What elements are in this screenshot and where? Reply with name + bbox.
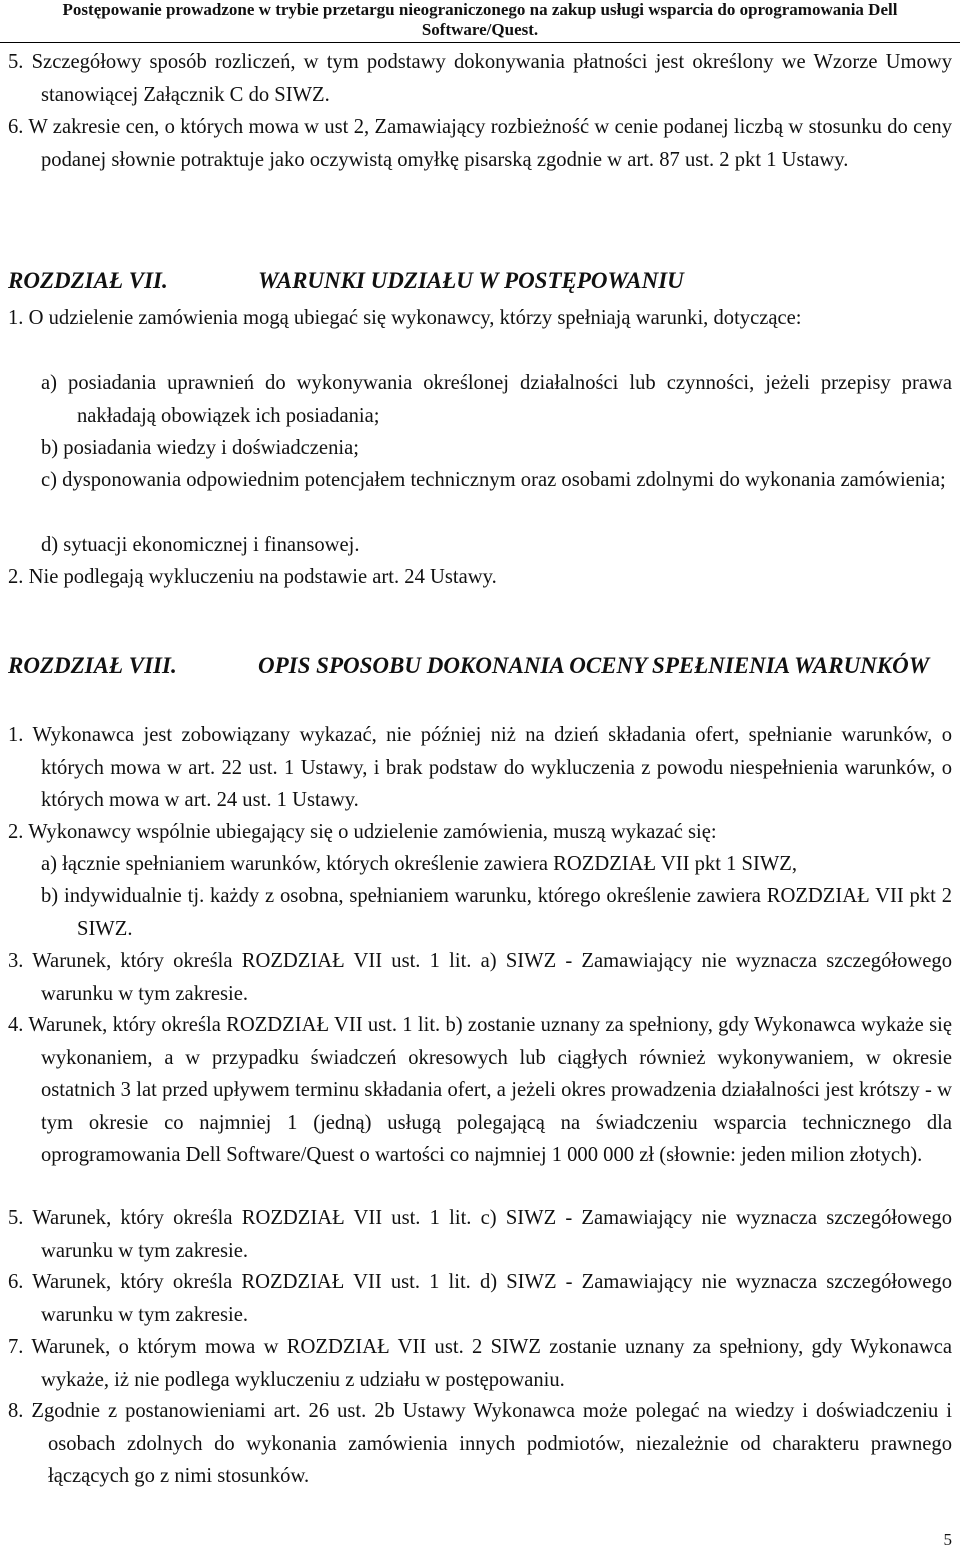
list-item: a) łącznie spełnianiem warunków, których określenie zawiera ROZDZIAŁ VII pkt 1 SIWZ, [41,853,797,875]
header-rule [0,42,960,43]
paragraph-6: 6. W zakresie cen, o których mowa w ust 2, Zamawiający rozbieżność w cenie podanej liczbą w stosunku do ceny podanej słownie potraktuje jako oczywistą omyłkę pisarską zgodnie w art. 87 ust. 2 pkt 1 Ustawy. [8,116,952,171]
section-number: ROZDZIAŁ VIII. [8,653,177,678]
header-line-1: Postępowanie prowadzone w trybie przetargu nieograniczonego na zakup usługi wsparcia do oprogramowania Dell [62,0,898,19]
list-item: 4. Warunek, który określa ROZDZIAŁ VII ust. 1 lit. b) zostanie uznany za spełniony, gdy Wykonawca wykaże się wykonaniem, a w przypadku świadczeń okresowych lub ciągłych również wykonywaniem, w okresie ostatnich 3 lat przed upływem terminu składania ofert, a jeżeli okres prowadzenia działalności jest krótszy - w tym okresie co najmniej 1 (jedną) usługą polegającą na świadczeniu wsparcia technicznego dla oprogramowania Dell Software/Quest o wartości co najmniej 1 000 000 zł (słownie: jeden milion złotych). [8,1014,952,1166]
list-item: a) posiadania uprawnień do wykonywania określonej działalności lub czynności, jeżeli przepisy prawa nakładają obowiązek ich posiadania; [41,372,952,427]
list-item: 1. Wykonawca jest zobowiązany wykazać, nie później niż na dzień składania ofert, spełnianie warunków, o których mowa w art. 22 ust. 1 Ustawy, i brak podstaw do wykluczenia z powodu niespełnienia warunków, o których mowa w art. 24 ust. 1 Ustawy. [8,724,952,811]
list-item: b) posiadania wiedzy i doświadczenia; [41,437,359,459]
list-item: 2. Wykonawcy wspólnie ubiegający się o udzielenie zamówienia, muszą wykazać się: [8,821,717,843]
list-item: 2. Nie podlegają wykluczeniu na podstawie art. 24 Ustawy. [8,566,497,588]
page-number: 5 [943,1530,952,1549]
list-item: 8. Zgodnie z postanowieniami art. 26 ust. 2b Ustawy Wykonawca może polegać na wiedzy i doświadczeniu i osobach zdolnych do wykonania zamówienia innych podmiotów, niezależnie od charakteru prawnego łączących go z nimi stosunków. [8,1400,952,1487]
list-item: d) sytuacji ekonomicznej i finansowej. [41,534,360,556]
paragraph-5: 5. Szczegółowy sposób rozliczeń, w tym podstawy dokonywania płatności jest określony we Wzorze Umowy stanowiącej Załącznik C do SIWZ. [8,51,952,106]
list-item: 6. Warunek, który określa ROZDZIAŁ VII ust. 1 lit. d) SIWZ - Zamawiający nie wyznacza szczegółowego warunku w tym zakresie. [8,1271,952,1326]
list-item: c) dysponowania odpowiednim potencjałem technicznym oraz osobami zdolnymi do wykonania zamówienia; [41,469,946,491]
list-item: 5. Warunek, który określa ROZDZIAŁ VII ust. 1 lit. c) SIWZ - Zamawiający nie wyznacza szczegółowego warunku w tym zakresie. [8,1207,952,1262]
section-title: WARUNKI UDZIAŁU W POSTĘPOWANIU [258,268,684,293]
section-title: OPIS SPOSOBU DOKONANIA OCENY SPEŁNIENIA WARUNKÓW [258,653,930,678]
list-item: b) indywidualnie tj. każdy z osobna, spełnianiem warunku, którego określenie zawiera ROZDZIAŁ VII pkt 2 SIWZ. [41,885,952,940]
list-item: 3. Warunek, który określa ROZDZIAŁ VII ust. 1 lit. a) SIWZ - Zamawiający nie wyznacza szczegółowego warunku w tym zakresie. [8,950,952,1005]
section-number: ROZDZIAŁ VII. [8,268,168,293]
page-header [0,0,960,40]
header-line-2: Software/Quest. [421,20,539,39]
list-item: 1. O udzielenie zamówienia mogą ubiegać się wykonawcy, którzy spełniają warunki, dotyczące: [8,307,802,329]
list-item: 7. Warunek, o którym mowa w ROZDZIAŁ VII ust. 2 SIWZ zostanie uznany za spełniony, gdy Wykonawca wykaże, iż nie podlega wykluczeniu z udziału w postępowaniu. [8,1336,952,1391]
